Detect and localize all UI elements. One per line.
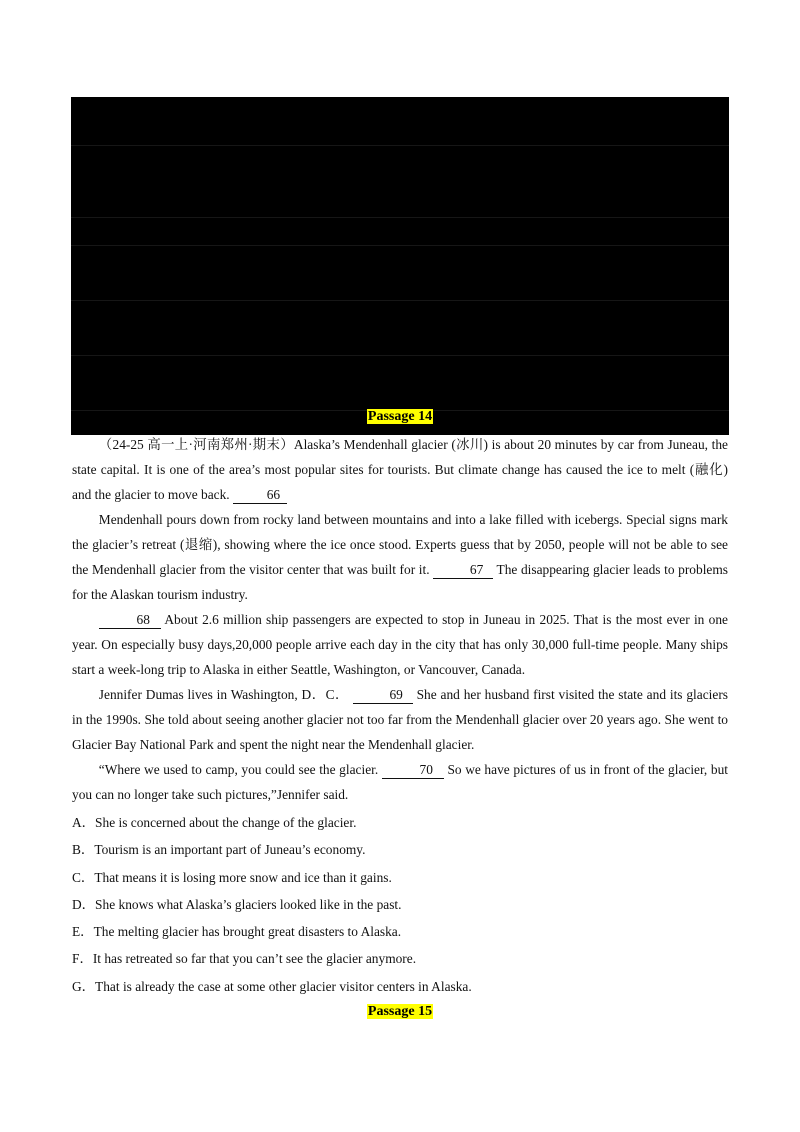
option-a: A．She is concerned about the change of the glacier. [72, 815, 357, 830]
paragraph-5: “Where we used to camp, you could see the glacier. 70 So we have pictures of us in front of the glacier, but you can no longer take such pictures,”Jennifer said. [72, 762, 728, 802]
option-c: C．That means it is losing more snow and ice than it gains. [72, 869, 392, 885]
passage-15-label: Passage 15 [367, 1004, 433, 1019]
options-list [72, 809, 728, 1000]
paragraph-1: （24-25 高一上·河南郑州·期末）Alaska’s Mendenhall glacier (冰川) is about 20 minutes by car from Juneau, the state capital. It is one of the area’s most popular sites for tourists. But climate change has caused the ice to melt (融化) and the glacier to move back. 66 [72, 437, 729, 502]
source-tag: （24-25 高一上·河南郑州·期末） [98, 437, 294, 452]
paragraph-2: Mendenhall pours down from rocky land between mountains and into a lake filled with icebergs. Special signs mark the glacier’s retreat (退缩), showing where the ice once stood. Experts guess that by 2050, people will not be able to see the Mendenhall glacier from the visitor center that was built for it. 67 The disappearing glacier leads to problems for the Alaskan tourism industry. [72, 512, 728, 602]
blank-67: 67 [433, 562, 493, 579]
blank-66: 66 [233, 487, 287, 504]
blank-68: 68 [99, 612, 161, 629]
passage-body [72, 432, 728, 807]
option-e: E．The melting glacier has brought great disasters to Alaska. [72, 924, 402, 940]
redacted-block [71, 97, 729, 435]
blank-70: 70 [382, 762, 444, 779]
paragraph-3: 68 About 2.6 million ship passengers are expected to stop in Juneau in 2025. That is the most ever in one year. On especially busy days,20,000 people arrive each day in the city that has only 30,000 full-time people. Many ships start a week-long trip to Alaska in either Seattle, Washington, or Vancouver, Canada. [72, 612, 728, 677]
paragraph-4: Jennifer Dumas lives in Washington, D．C． 69 She and her husband first visited the state and its glaciers in the 1990s. She told about seeing another glacier not too far from the Mendenhall glacier over 20 years ago. She went to Glacier Bay National Park and spent the night near the Mendenhall glacier. [72, 687, 728, 752]
option-d: D．She knows what Alaska’s glaciers looked like in the past. [72, 896, 402, 912]
option-f: F．It has retreated so far that you can’t see the glacier anymore. [72, 951, 417, 967]
passage-14-label: Passage 14 [367, 409, 433, 424]
blank-69: 69 [353, 687, 413, 704]
option-g: G．That is already the case at some other glacier visitor centers in Alaska. [72, 978, 472, 994]
option-b: B．Tourism is an important part of Juneau’s economy. [72, 842, 366, 858]
